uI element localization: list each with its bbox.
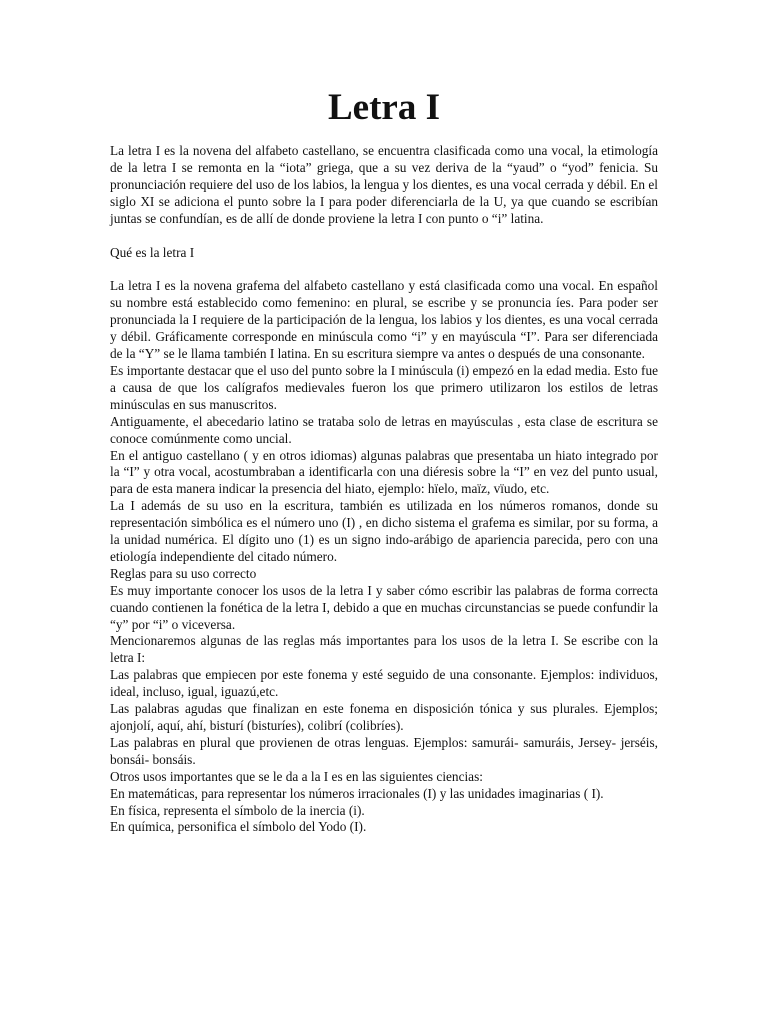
paragraph-castellano-antiguo: En el antiguo castellano ( y en otros idiomas) algunas palabras que presentaba un hiato integrado por la “I” y otra vocal, acostumbraban a identificarla con una diéresis sobre la “I” en vez del punto usual, para de esta manera indicar la presencia del hiato, ejemplo: hïelo, maïz, vïudo, etc. [110,447,658,497]
paragraph-quimica: En química, personifica el símbolo del Yodo (I). [110,819,367,835]
paragraph-gap [110,261,658,278]
paragraph-regla-agudas: Las palabras agudas que finalizan en este fonema en disposición tónica y sus plurales. Ejemplos; ajonjolí, aquí, ahí, bisturí (bisturíes), colibrí (colibríes). [110,701,658,733]
paragraph-regla-consonante: Las palabras que empiecen por este fonema y esté seguido de una consonante. Ejemplos: individuos, ideal, incluso, igual, iguazú,etc. [110,667,658,700]
paragraph-regla-plural: Las palabras en plural que provienen de otras lenguas. Ejemplos: samurái- samuráis, Jersey- jerséis, bonsái- bonsáis. [110,734,658,767]
paragraph-matematicas: En matemáticas, para representar los números irracionales (I) y las unidades imaginarias ( I). [110,785,604,801]
document-title: Letra I [328,87,440,128]
paragraph-abecedario: Antiguamente, el abecedario latino se trataba solo de letras en mayúsculas , esta clase de escritura se conoce comúnmente como uncial. [110,413,658,446]
paragraph-otros-usos: Otros usos importantes que se le da a la I es en las siguientes ciencias: [110,768,483,784]
document-page [110,86,658,836]
intro-paragraph: La letra I es la novena del alfabeto castellano, se encuentra clasificada como una vocal, la etimología de la letra I se remonta en la “iota” griega, que a su vez deriva de la “yaud” o “yod” fenicia. Su pronunciación requiere del uso de los labios, la lengua y los dientes, es una vocal cerrada y débil. En el siglo XI se adiciona el punto sobre la I para poder diferenciarla de la U, ya que cuando se escribían juntas se confundían, es de allí de donde proviene la letra I con punto o “i” latina. [110,143,658,226]
paragraph-importancia: Es muy importante conocer los usos de la letra I y saber cómo escribir las palabras de forma correcta cuando contienen la fonética de la letra I, debido a que en muchas circunstancias se puede confundir la “y” por “i” o viceversa. [110,582,658,632]
paragraph-punto: Es importante destacar que el uso del punto sobre la I minúscula (i) empezó en la edad media. Esto fue a causa de que los calígrafos medievales fueron los que primero utilizaron los estilos de letras minúsculas en sus manuscritos. [110,362,658,412]
paragraph-fisica: En física, representa el símbolo de la inercia (i). [110,802,365,818]
paragraph-reglas-intro: Mencionaremos algunas de las reglas más importantes para los usos de la letra I. Se escribe con la letra I: [110,633,658,666]
section-heading-reglas: Reglas para su uso correcto [110,565,257,581]
paragraph-numeros-romanos: La I además de su uso en la escritura, también es utilizada en los números romanos, donde su representación simbólica es el número uno (I) , en dicho sistema el grafema es similar, por su forma, a la unidad numérica. El dígito uno (1) es un signo indo-arábigo de apariencia parecida, pero con una etiología independiente del citado número. [110,498,658,564]
section-heading-que-es: Qué es la letra I [110,244,195,260]
paragraph-definition: La letra I es la novena grafema del alfabeto castellano y está clasificada como una vocal. En español su nombre está establecido como femenino: en plural, se escribe y se pronuncia íes. Para poder ser pronunciada la I requiere de la participación de la lengua, los labios y los dientes, es una vocal cerrada y débil. Gráficamente corresponde en minúscula como “i” y en mayúscula “I”. Para ser diferenciada de la “Y” se le llama también I latina. En su escritura siempre va antes o después de una consonante. [110,278,658,362]
paragraph-gap [110,228,658,245]
